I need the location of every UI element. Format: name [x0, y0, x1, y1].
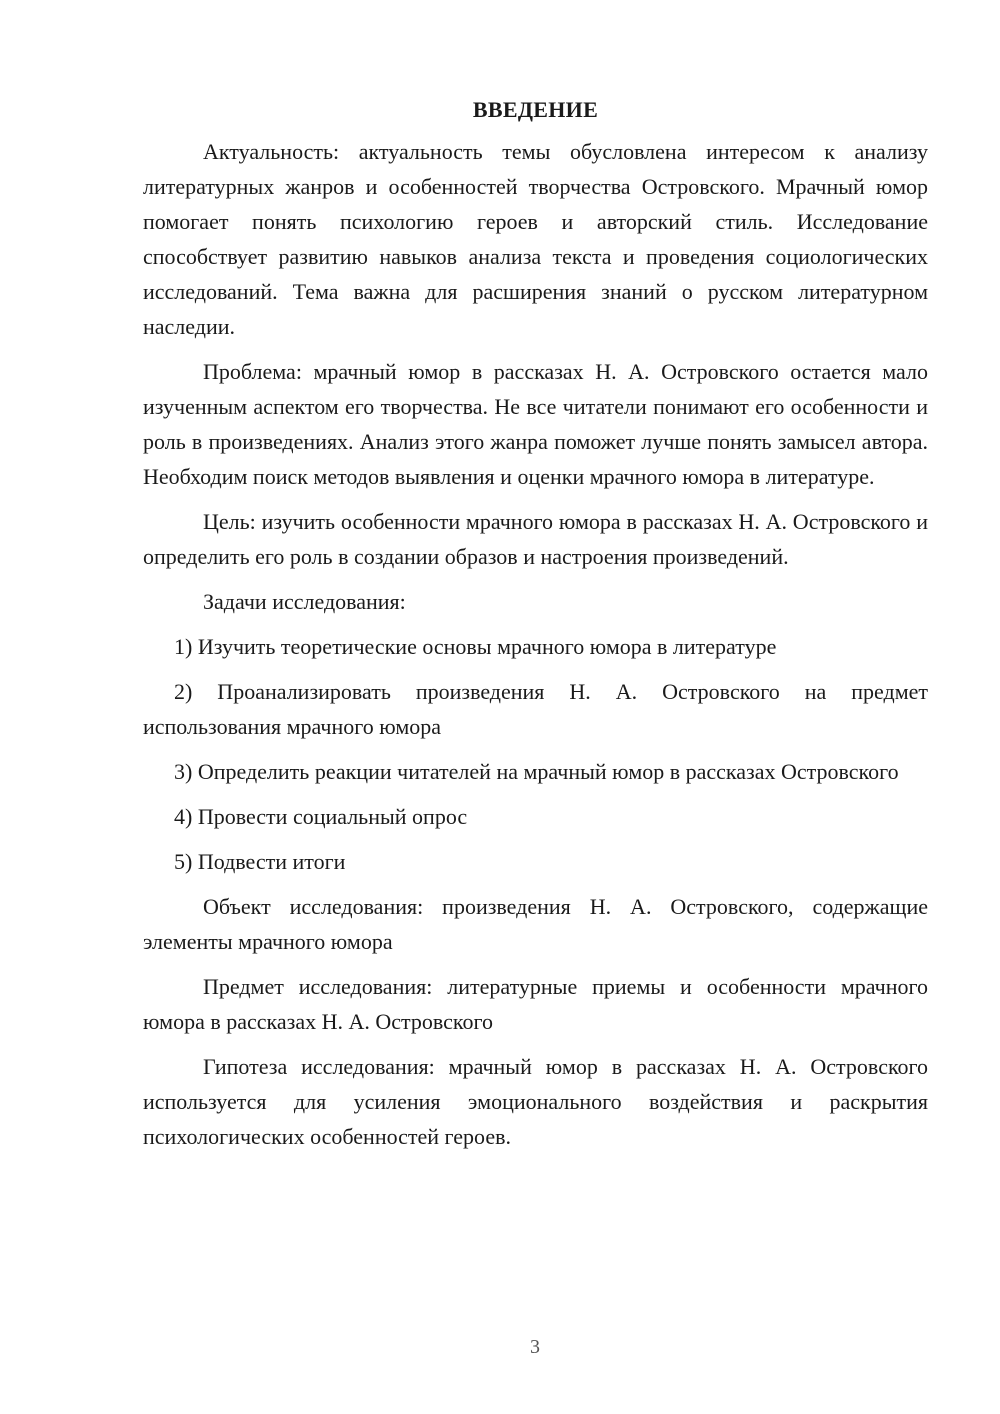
paragraph-subject: Предмет исследования: литературные приемы и особенности мрачного юмора в рассказах Н. А. Островского [143, 974, 928, 1034]
task-item-4: 4) Провести социальный опрос [174, 804, 468, 829]
paragraph-goal: Цель: изучить особенности мрачного юмора в рассказах Н. А. Островского и определить его роль в создании образов и настроения произведений. [143, 509, 928, 569]
task-item-3: 3) Определить реакции читателей на мрачный юмор в рассказах Островского [174, 759, 899, 784]
task-item-5: 5) Подвести итоги [174, 849, 346, 874]
tasks-heading: Задачи исследования: [203, 589, 406, 614]
task-item-1: 1) Изучить теоретические основы мрачного юмора в литературе [174, 634, 777, 659]
task-item-2: 2) Проанализировать произведения Н. А. Островского на предмет использования мрачного юмора [143, 679, 928, 739]
paragraph-object: Объект исследования: произведения Н. А. Островского, содержащие элементы мрачного юмора [143, 894, 928, 954]
page-content [143, 92, 928, 1164]
paragraph-relevance: Актуальность: актуальность темы обусловлена интересом к анализу литературных жанров и особенностей творчества Островского. Мрачный юмор помогает понять психологию героев и авторский стиль. Исследование способствует развитию навыков анализа текста и проведения социологических исследований. Тема важна для расширения знаний о русском литературном наследии. [143, 139, 928, 339]
paragraph-problem: Проблема: мрачный юмор в рассказах Н. А. Островского остается мало изученным аспектом его творчества. Не все читатели понимают его особенности и роль в произведениях. Анализ этого жанра поможет лучше понять замысел автора. Необходим поиск методов выявления и оценки мрачного юмора в литературе. [143, 359, 928, 489]
paragraph-hypothesis: Гипотеза исследования: мрачный юмор в рассказах Н. А. Островского используется для усиления эмоционального воздействия и раскрытия психологических особенностей героев. [143, 1054, 928, 1149]
page-number: 3 [530, 1336, 540, 1358]
page-title: ВВЕДЕНИЕ [472, 97, 599, 122]
